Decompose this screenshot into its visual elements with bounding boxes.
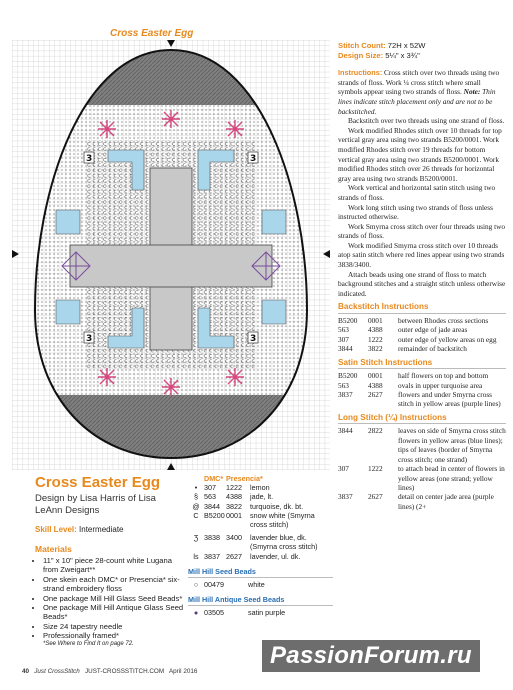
longstitch-table	[338, 426, 506, 511]
table-row: 3837 2627 flowers and under Smyrna cross stitch in yellow areas (purple lines)	[338, 390, 501, 409]
satin-heading: Satin Stitch Instructions	[338, 358, 506, 370]
antique-beads-heading: Mill Hill Antique Seed Beads	[188, 595, 333, 606]
issue-date: April 2016	[168, 668, 198, 675]
satin-table	[338, 371, 506, 409]
list-item: • Size 24 tapestry needle	[43, 622, 185, 631]
instruction-paragraph: Backstitch over two threads using one strand of floss.	[348, 116, 505, 126]
instruction-paragraph: Work vertical and horizontal satin stitch using two strands of floss.	[338, 183, 496, 202]
svg-text:3: 3	[250, 154, 257, 164]
instruction-paragraph: Work modified Rhodes stitch over 10 threads for top vertical gray area using two strands B5200/0001. Work modified Rhodes stitch over 19 threads for bottom vertical gray area using two strands B5200/0001. Work modified Rhodes stitch over 26 threads for horizontal gray area using two strands B5200/0001.	[338, 125, 502, 183]
list-item: • One package Mill Hill Antique Glass Seed Beads*	[43, 603, 185, 622]
table-row: 3837 2627 detail on center jade area (purple lines) (2+	[338, 492, 494, 511]
page-footer	[22, 668, 197, 675]
instruction-paragraph: Work Smyrna cross stitch over four threads using two strands of floss.	[338, 221, 506, 241]
table-row: § 563 4388 jade, lt.	[194, 492, 274, 502]
color-key	[188, 474, 333, 618]
instruction-paragraph: Work long stitch using two strands of floss unless instructed otherwise.	[338, 202, 493, 222]
table-row: ○ 00479 white	[193, 580, 265, 590]
design-title: Cross Easter Egg	[35, 474, 161, 491]
table-row: • 307 1222 lemon	[194, 483, 270, 493]
svg-text:3: 3	[250, 334, 257, 344]
table-row: ● 03505 satin purple	[193, 608, 286, 618]
instructions-column	[338, 41, 506, 511]
instruction-paragraph: Attach beads using one strand of floss to match background stitches and a straight stitch unless otherwise indicated.	[338, 269, 506, 298]
watermark: PassionForum.ru	[262, 640, 480, 672]
svg-text:3: 3	[86, 334, 93, 344]
table-row: B5200 0001 half flowers on top and bottom	[338, 371, 489, 381]
seed-beads-heading: Mill Hill Seed Beads	[188, 567, 333, 578]
table-row: C B5200 0001 snow white (Smyrna cross stitch)	[193, 510, 315, 530]
list-item: • One package Mill Hill Glass Seed Beads*	[43, 594, 185, 603]
continued-mark: (2+	[416, 501, 427, 511]
list-item: • One skein each DMC* or Presencia* six-strand embroidery floss	[43, 575, 185, 594]
table-row: @ 3844 3822 turquoise, dk. bt.	[192, 501, 304, 511]
materials-note: *See Where to Find It on page 72.	[43, 640, 134, 647]
key-header: DMC* Presencia*	[204, 474, 263, 483]
backstitch-heading: Backstitch Instructions	[338, 302, 506, 314]
list-item: • 11" x 10" piece 28-count white Lugana from Zweigart**	[43, 556, 185, 575]
instructions-intro: Instructions: Cross stitch over two threads using two strands of floss. Work ¼ cross stitch where small symbols appear using two strands of floss. Note: Thin lines indicate stitch placement only and are not to be backstitched.	[338, 68, 500, 116]
table-row: 3844 2822 leaves on side of Smyrna cross stitch flowers in yellow areas (blue lines); tips of leaves (border of Smyrna cross stitch; one strand)	[338, 426, 506, 464]
list-item: • Professionally framed*	[43, 631, 185, 640]
instruction-paragraph: Work modified Smyrna cross stitch over 10 threads atop satin stitch where red lines appear using two strands 3838/3400.	[338, 240, 505, 270]
table-row: 307 1222 to attach bead in center of flowers in yellow areas (one strand; yellow lines)	[338, 464, 505, 492]
table-row: 563 4388 ovals in upper turquoise area	[338, 380, 483, 390]
table-row: B5200 0001 between Rhodes cross sections	[338, 316, 489, 326]
table-row: Ʒ 3838 3400 lavender blue, dk. (Smyrna cross stitch)	[193, 533, 318, 552]
skill-level: Skill Level: Intermediate	[35, 525, 124, 534]
svg-text:3: 3	[86, 154, 93, 164]
stitch-count: Stitch Count: 72H x 52W	[338, 41, 426, 50]
materials-heading: Materials	[35, 544, 72, 554]
design-size: Design Size: 5¼" x 3¾"	[338, 50, 420, 60]
chart-title: Cross Easter Egg	[110, 28, 194, 39]
table-row: 307 1222 outer edge of yellow areas on egg	[338, 334, 497, 344]
materials-list	[35, 556, 185, 641]
magazine-name: Just CrossStitch	[34, 668, 80, 675]
table-row: 563 4388 outer edge of jade areas	[338, 325, 468, 335]
longstitch-heading: Long Stitch (¼) Instructions	[338, 413, 506, 425]
table-row: 3844 3822 remainder of backstitch	[338, 344, 467, 354]
page-number: 40	[22, 668, 30, 675]
design-info	[35, 474, 185, 647]
table-row: ls 3837 2627 lavender, ul. dk.	[193, 551, 301, 561]
cross-stitch-chart	[12, 40, 330, 470]
magazine-site: JUST-CROSSSTITCH.COM	[85, 668, 165, 675]
designer-credit: Design by Lisa Harris of Lisa LeAnn Designs	[35, 493, 156, 516]
backstitch-table	[338, 316, 506, 354]
